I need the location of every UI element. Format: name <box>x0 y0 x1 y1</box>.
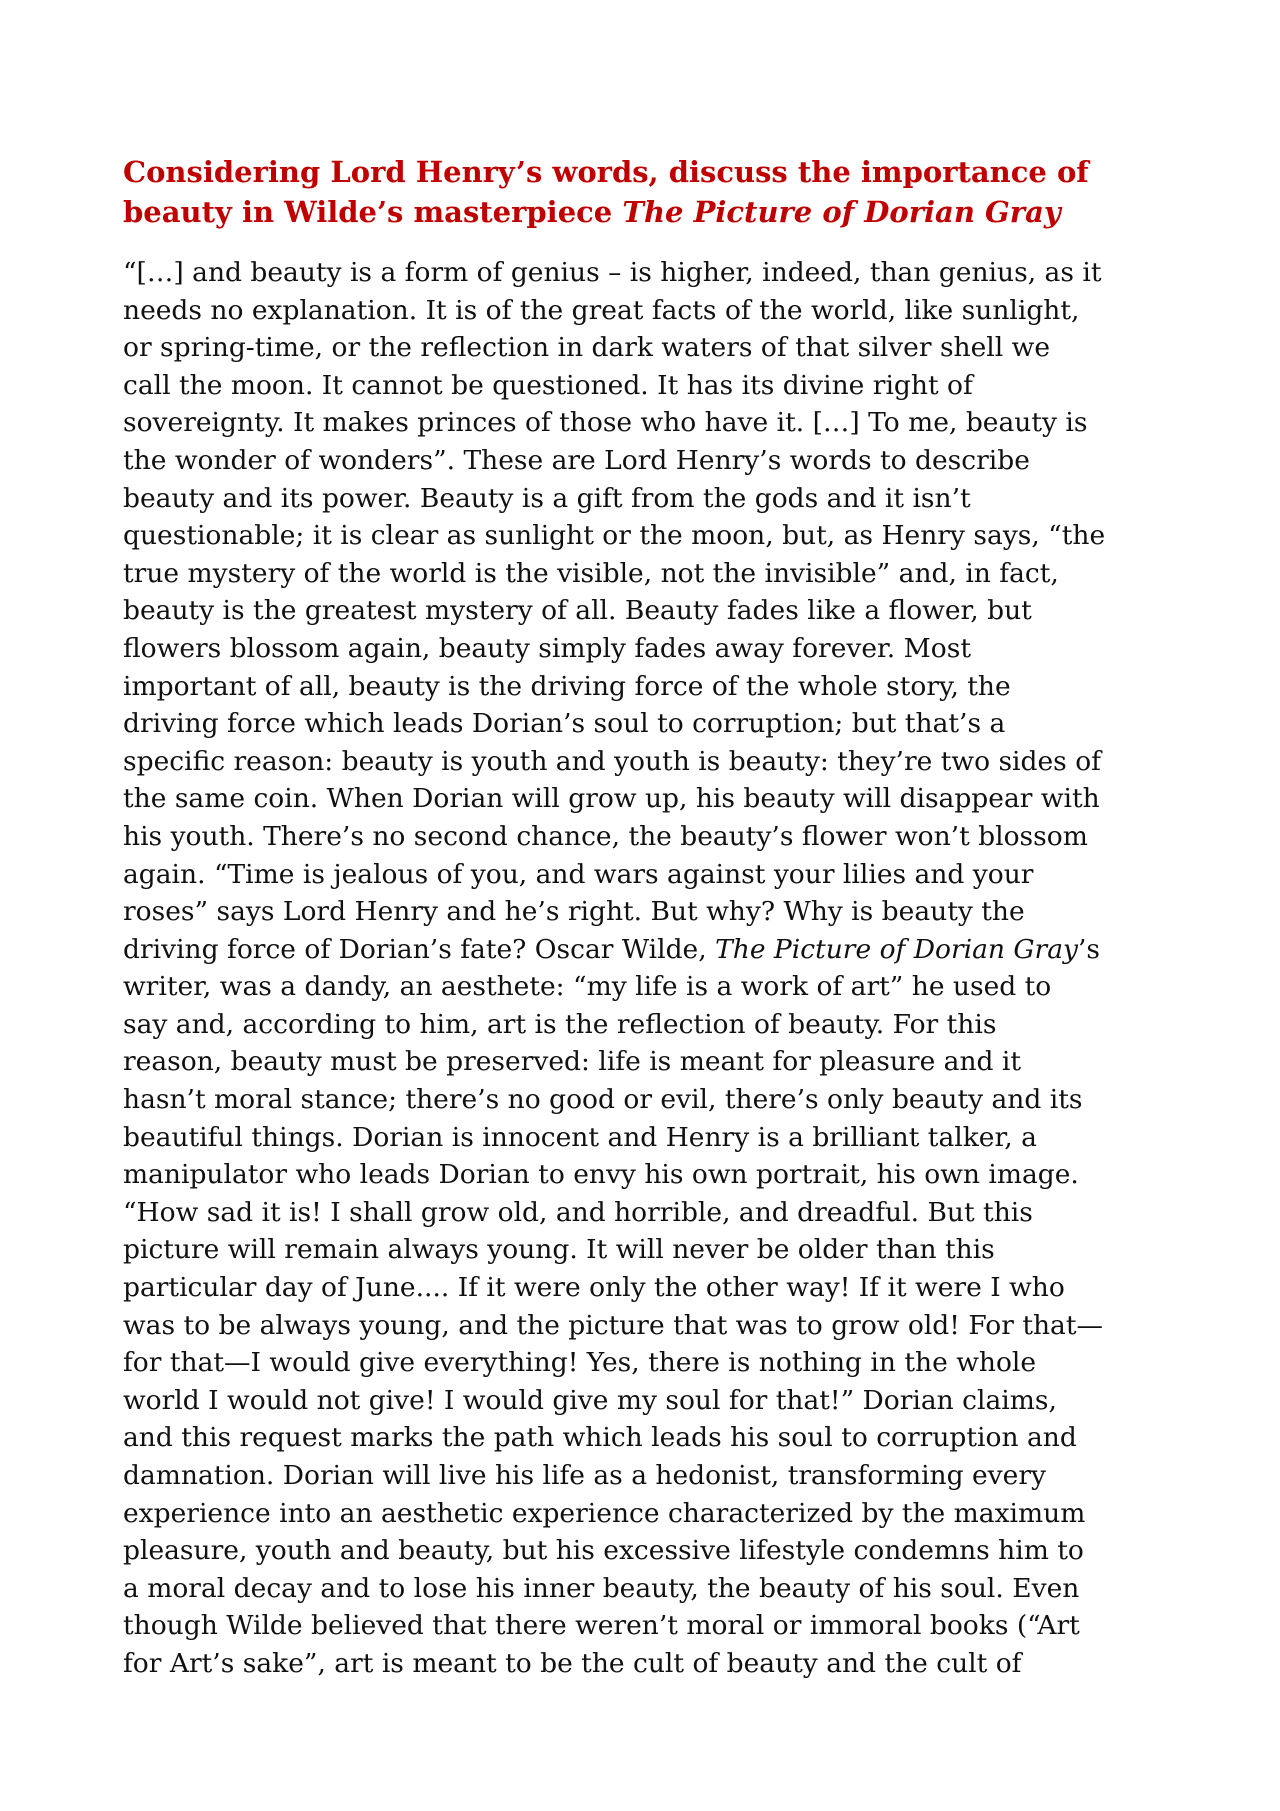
essay-title-line-2: beauty in Wilde’s masterpiece <box>123 195 623 229</box>
body-line: for Art’s sake”, art is meant to be the cult of beauty and the cult of <box>123 1647 1022 1679</box>
body-line: pleasure, youth and beauty, but his excessive lifestyle condemns him to <box>123 1535 1084 1567</box>
body-line: damnation. Dorian will live his life as a hedonist, transforming every <box>123 1460 1046 1491</box>
essay-body <box>123 254 1183 1683</box>
body-line: say and, according to him, art is the reflection of beauty. For this <box>123 1008 997 1040</box>
body-line: or spring-time, or the reflection in dark waters of that silver shell we <box>123 332 1051 364</box>
body-line: beauty is the greatest mystery of all. Beauty fades like a flower, but <box>123 595 1032 627</box>
body-line: writer, was a dandy, an aesthete: “my life is a work of art” he used to <box>123 971 1052 1003</box>
body-line: for that—I would give everything! Yes, there is nothing in the whole <box>123 1347 1037 1379</box>
body-line: true mystery of the world is the visible, not the invisible” and, in fact, <box>123 557 1059 589</box>
body-line: “How sad it is! I shall grow old, and horrible, and dreadful. But this <box>123 1196 1033 1228</box>
body-line: the wonder of wonders”. These are Lord Henry’s words to describe <box>123 444 1030 476</box>
body-line: specific reason: beauty is youth and youth is beauty: they’re two sides of <box>123 745 1101 777</box>
body-line: was to be always young, and the picture that was to grow old! For that— <box>123 1309 1103 1341</box>
essay-title <box>123 152 1183 232</box>
body-line-with-title <box>123 931 1183 969</box>
body-line: world I would not give! I would give my soul for that!” Dorian claims, <box>123 1384 1057 1416</box>
body-line: reason, beauty must be preserved: life is meant for pleasure and it <box>123 1046 1022 1078</box>
body-line-prefix: driving force of Dorian’s fate? Oscar Wilde, <box>123 933 716 965</box>
body-line: important of all, beauty is the driving force of the whole story, the <box>123 670 1011 702</box>
body-line: again. “Time is jealous of you, and wars against your lilies and your <box>123 858 1034 890</box>
body-line: though Wilde believed that there weren’t moral or immoral books (“Art <box>123 1610 1080 1642</box>
body-line: particular day of June.... If it were only the other way! If it were I who <box>123 1272 1065 1304</box>
body-line: manipulator who leads Dorian to envy his own portrait, his own image. <box>123 1159 1079 1191</box>
body-line: experience into an aesthetic experience characterized by the maximum <box>123 1497 1086 1529</box>
body-line: call the moon. It cannot be questioned. It has its divine right of <box>123 369 973 401</box>
book-title-italic: The Picture of Dorian Gray <box>715 933 1078 965</box>
body-line: a moral decay and to lose his inner beauty, the beauty of his soul. Even <box>123 1572 1080 1604</box>
body-line: roses” says Lord Henry and he’s right. But why? Why is beauty the <box>123 896 1025 928</box>
essay-title-book-name: The Picture of Dorian Gray <box>622 195 1061 229</box>
body-line: driving force which leads Dorian’s soul to corruption; but that’s a <box>123 708 1006 740</box>
body-line: sovereignty. It makes princes of those who have it. […] To me, beauty is <box>123 407 1088 439</box>
essay-title-line-1: Considering Lord Henry’s words, discuss the importance of <box>123 155 1089 189</box>
body-line: beautiful things. Dorian is innocent and Henry is a brilliant talker, a <box>123 1121 1037 1153</box>
body-line-suffix: ’s <box>1078 933 1101 965</box>
body-line: questionable; it is clear as sunlight or the moon, but, as Henry says, “the <box>123 520 1106 552</box>
body-line: and this request marks the path which leads his soul to corruption and <box>123 1422 1077 1454</box>
body-line: flowers blossom again, beauty simply fades away forever. Most <box>123 632 971 664</box>
body-line: beauty and its power. Beauty is a gift from the gods and it isn’t <box>123 482 971 514</box>
body-line: needs no explanation. It is of the great facts of the world, like sunlight, <box>123 294 1080 326</box>
body-line: “[…] and beauty is a form of genius – is higher, indeed, than genius, as it <box>123 257 1102 288</box>
body-line: the same coin. When Dorian will grow up, his beauty will disappear with <box>123 783 1100 815</box>
body-line: picture will remain always young. It will never be older than this <box>123 1234 995 1266</box>
body-line: his youth. There’s no second chance, the beauty’s flower won’t blossom <box>123 820 1088 852</box>
body-line: hasn’t moral stance; there’s no good or evil, there’s only beauty and its <box>123 1084 1083 1116</box>
